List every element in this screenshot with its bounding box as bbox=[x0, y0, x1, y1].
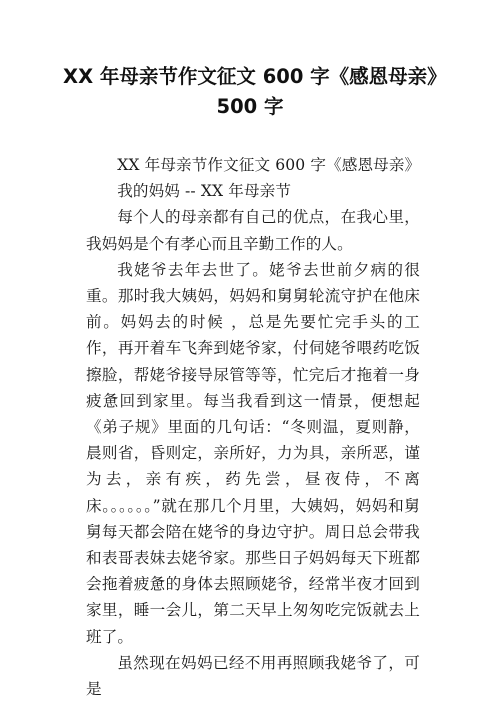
document-body bbox=[86, 152, 420, 702]
paragraph-heading: 我的妈妈 -- XX 年母亲节 bbox=[117, 182, 292, 201]
paragraph-story: 我姥爷去年去世了。姥爷去世前夕病的很重。那时我大姨妈，妈妈和舅舅轮流守护在他床前。妈妈去的时候 ，总是先要忙完手头的工作，再开着车飞奔到姥爷家，付伺姥爷喂药吃饭擦脸，帮姥爷接导尿管等等，忙完后才拖着一身疲惫回到家里。每当我看到这一情景，便想起《弟子规》里面的几句话：“冬则温，夏则静，晨则省，昏则定，亲所好，力为具，亲所恶，谨为去，亲有疾，药先尝，昼夜侍，不离床。。。。。。”就在那几个月里，大姨妈，妈妈和舅舅每天都会陪在姥爷的身边守护。周日总会带我和表哥表妹去姥爷家。那些日子妈妈每天下班都会拖着疲惫的身体去照顾姥爷，经常半夜才回到家里，睡一会儿，第二天早上匆匆吃完饭就去上班了。 bbox=[86, 260, 420, 646]
paragraph-intro: 每个人的母亲都有自己的优点，在我心里，我妈妈是个有孝心而且辛勤工作的人。 bbox=[86, 208, 420, 253]
paragraph-subtitle: XX 年母亲节作文征文 600 字《感恩母亲》 bbox=[117, 156, 421, 174]
paragraph-continuation: 虽然现在妈妈已经不用再照顾我姥爷了，可是 bbox=[86, 653, 420, 699]
document-title: XX 年母亲节作文征文 600 字《感恩母亲》500 字 bbox=[63, 65, 437, 118]
